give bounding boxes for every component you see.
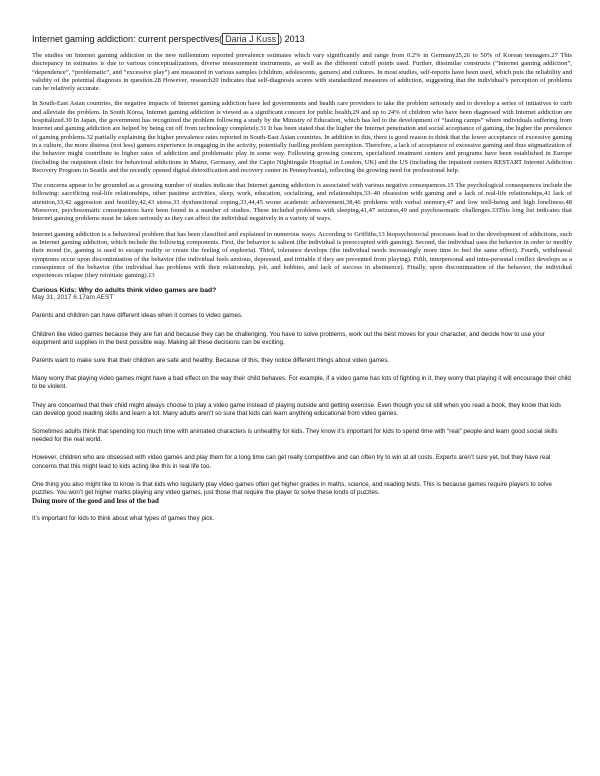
article2-subheading: Doing more of the good and less of the bad (32, 497, 159, 506)
article2-paragraph: However, children who are obsessed with video games and play them for a long time can get really competitive and can often try to win at all costs. Experts aren’t sure yet, but they have real concerns that this might lead to kids acting like this in real life too. (32, 454, 551, 470)
document-page (32, 34, 572, 533)
paragraph-classification: Internet gaming addiction is a behavioral problem that has been classified and explained in numerous ways. According to Griffiths,13 biopsychosocial processes lead to the development of addictions, such as Internet gaming addiction, which include the following components. First, the behavior is salient (the individual is preoccupied with gaming). Second, the individual uses the behavior in order to modify their mood (ie, gaming is used to escape reality or create the feeling of euphoria). Third, tolerance develops (the individual needs increasingly more time to feel the same effect). Fourth, withdrawal symptoms occur upon discontinuation of the behavior (the individual feels anxious, depressed, and irritable if they are prevented from playing). Fifth, interpersonal and intra-personal conflict develops as a consequence of the behavior (the individual has problems with their relationship, job, and hobbies, and lack of success in abstinence). Finally, upon discontinuation of the behavior, the individual experiences relapse (they reinitiate gaming).13 (32, 230, 572, 280)
article2-date: May 31, 2017 6.17am AEST (32, 294, 114, 302)
article2-paragraph: One thing you also might like to know is that kids who regularly play video games often get higher grades in maths, science, and reading tests. This is because games require players to solve puzzles. You won’t get higher marks playing any video games, just those that require the player to solve these kinds of puzzles. (32, 480, 552, 497)
article2-paragraph: Parents want to make sure that their children are safe and healthy. Because of this, they notice different things about video games. (32, 357, 390, 365)
article2-paragraph: They are concerned that their child might always choose to play a video game instead of playing outside and getting exercise. Even though you sit still when you read a book, they know that kids can develop good reading skills and learn a lot. Many adults aren’t so sure that kids can learn anything educational from video games. (32, 401, 561, 417)
author-link[interactable]: Daria J Kuss (222, 33, 279, 45)
article2-paragraph: Sometimes adults think that spending too much time with animated characters is unhealthy for kids. They know it’s important for kids to spend time with “real” people and learn good social skills needed for the real world. (32, 428, 558, 444)
article2-paragraph: Children like video games because they are fun and because they can be challenging. You have to solve problems, work out the best moves for your character, and decide how to use your equipment and supplies in the best possible way. Making all these decisions can be exciting. (32, 330, 545, 346)
article2-paragraph: Parents and children can have different ideas when it comes to video games. (32, 312, 243, 320)
paragraph-prevalence: The studies on Internet gaming addiction in the new millennium reported prevalence estimates which vary significantly and range from 0.2% in Germany25,26 to 50% of Korean teenagers.27 This discrepancy in estimates is due to various conceptualizations, diverse measurement instruments, as well as the different cutoff points used. Further, dissimilar constructs (“Internet gaming addiction”, “dependence”, “problematic”, and “excessive play”) are measured in various samples (children, adolescents, gamers) and cultures. In most studies, self-reports have been used, which puts the reliability and validity of the potential diagnosis in question.28 However, research20 indicates that self-diagnosis scores with standardized measures of addiction, suggesting that the individual’s perception of problems can be relatively accurate. (32, 52, 572, 93)
article2-title: Curious Kids: Why do adults think video games are bad? (32, 287, 217, 295)
article2-closing: It’s important for kids to think about what types of games they pick. (32, 515, 215, 523)
title-text: Internet gaming addiction: current perspectives( (32, 34, 223, 44)
title-year: ) 2013 (279, 34, 305, 44)
paragraph-consequences: The concerns appear to be grounded as a growing number of studies indicate that Internet gaming addiction is associated with various negative consequences.15 The psychological consequences include the following: sacrificing real-life relationships, other pastime activities, sleep, work, education, socializing, and relationships,33–40 obsession with gaming and a lack of real-life relationships,41 lack of attention,33,42 aggression and hostility,42,43 stress,33 dysfunctional coping,33,44,45 worse academic achievement,38,46 problems with verbal memory,47 and low well-being and high loneliness.48 Moreover, psychosomatic consequences have been found in a number of studies. These included problems with sleeping,41,47 seizures,49 and psychosomatic challenges.33This long list indicates that Internet gaming problems must be taken seriously as they can affect the individual negatively in a variety of ways. (32, 182, 572, 223)
article2-paragraph: Many worry that playing video games might have a bad effect on the way their child behaves. For example, if a video game has lots of fighting in it, they worry that playing it will encourage their child to be violent. (32, 375, 571, 391)
paragraph-asia: In South-East Asian countries, the negative impacts of Internet gaming addiction have led governments and health care providers to take the problem seriously and to develop a series of initiatives to curb and alleviate the problem. In South Korea, Internet gaming addiction is viewed as a significant concern for public health,29 and up to 24% of children who have been diagnosed with Internet addiction are hospitalized.30 In Japan, the government has recognized the problem following a study by the Ministry of Education, which has led to the development of “fasting camps” where individuals suffering from Internet and gaming addiction are helped by being cut off from technology completely.31 It has been stated that the higher the Internet penetration and social acceptance of gaming, the higher the prevalence of gaming problems.32 partially explaining the higher prevalence rates reported in South-East Asian countries. In addition to this, there is good reason to think that the lower acceptance of excessive gaming in a culture, the more distress (not less) gamers experience in engaging in the activity, potentially fuelling problem perception. Therefore, a lack of acceptance of excessive gaming and thus stigmatization of the behavior might contribute to higher rates of addiction and problematic play in some way. Following growing concern, specialized treatment centers and programs have been established in Europe (including the outpatient clinic for behavioral addictions in Mainz, Germany, and the Capio Nightingale Hospital in London, UK) and the US (including the inpatient centers RESTART Internet Addiction Recovery Program in Seattle and the recently opened digital detoxification and recovery center in Pennsylvania), reflecting the growing need for professional help. (32, 100, 572, 174)
article-title (32, 34, 572, 44)
